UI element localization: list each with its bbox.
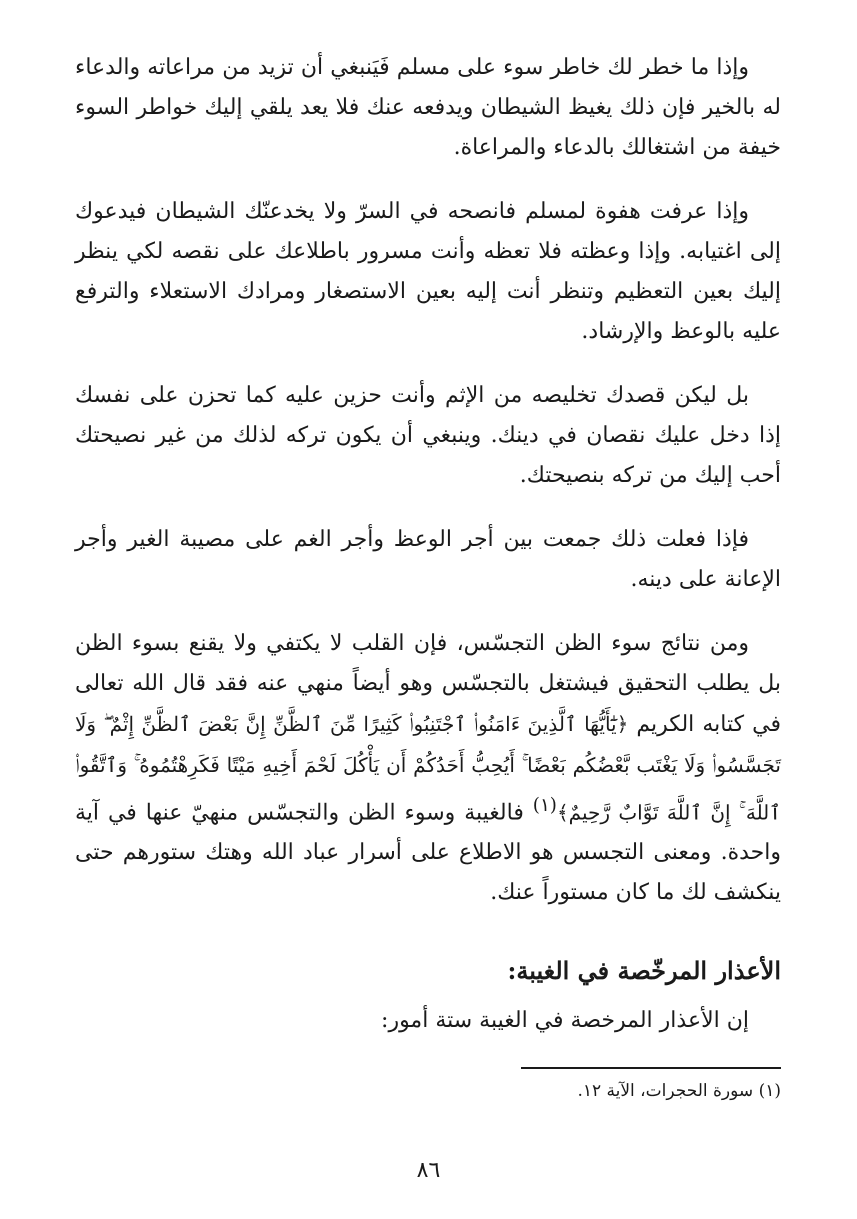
footnote-divider: [521, 1067, 781, 1069]
page-number: ٨٦: [416, 1158, 441, 1183]
page-body: [75, 48, 781, 1105]
paragraph-3: بل ليكن قصدك تخليصه من الإثم وأنت حزين عليه كما تحزن على نفسك إذا دخل عليك نقصان في دينك. وينبغي أن يكون تركه لذلك من غير نصيحتك أحب إليك من تركه بنصيحتك.: [75, 383, 781, 488]
section-heading: الأعذار المرخّصة في الغيبة:: [507, 956, 781, 986]
section-intro: إن الأعذار المرخصة في الغيبة ستة أمور:: [381, 1008, 749, 1034]
paragraph-5: [75, 624, 781, 913]
footnote: (١) سورة الحجرات، الآية ١٢.: [577, 1081, 781, 1102]
paragraph-1: وإذا ما خطر لك خاطر سوء على مسلم فَيَنبغي أن تزيد من مراعاته والدعاء له بالخير فإن ذلك يغيظ الشيطان ويدفعه عنك فلا يعد يلقي إليك خواطر السوء خيفة من اشتغالك بالدعاء والمراعاة.: [75, 55, 781, 160]
paragraph-5-text-before: ومن نتائج سوء الظن التجسّس، فإن القلب لا يكتفي ولا يقنع بسوء الظن بل يطلب التحقيق فيشتغل بالتجسّس وهو أيضاً منهي عنه فقد قال الله تعالى في كتابه الكريم: [75, 631, 781, 737]
footnote-marker: (١): [532, 795, 557, 816]
quran-verse: ﴿يَٰٓأَيُّهَا ٱلَّذِينَ ءَامَنُوا۟ ٱجْتَنِبُوا۟ كَثِيرًا مِّنَ ٱلظَّنِّ إِنَّ بَعْضَ ٱلظَّنِّ إِثْمٌ ۖ وَلَا تَجَسَّسُوا۟ وَلَا يَغْتَب بَّعْضُكُم بَعْضًا ۚ أَيُحِبُّ أَحَدُكُمْ أَن يَأْكُلَ لَحْمَ أَخِيهِ مَيْتًا فَكَرِهْتُمُوهُ ۚ وَٱتَّقُوا۟ ٱللَّهَ ۚ إِنَّ ٱللَّهَ تَوَّابٌ رَّحِيمٌ﴾: [75, 712, 781, 825]
paragraph-4: فإذا فعلت ذلك جمعت بين أجر الوعظ وأجر الغم على مصيبة الغير وأجر الإعانة على دينه.: [75, 527, 781, 592]
paragraph-2: وإذا عرفت هفوة لمسلم فانصحه في السرّ ولا يخدعنّك الشيطان فيدعوك إلى اغتيابه. وإذا وعظته فلا تعظه وأنت مسرور باطلاعك على نقصه لكي ينظر إليك بعين التعظيم وتنظر أنت إليه بعين الاستصغار ومرادك الاستعلاء والترفع عليه بالوعظ والإرشاد.: [75, 199, 781, 344]
paragraph-5-text-after: فالغيبة وسوء الظن والتجسّس منهيّ عنها في آية واحدة. ومعنى التجسس هو الاطلاع على أسرار عباد الله وهتك ستورهم حتى ينكشف لك ما كان مستوراً عنك.: [75, 800, 782, 906]
